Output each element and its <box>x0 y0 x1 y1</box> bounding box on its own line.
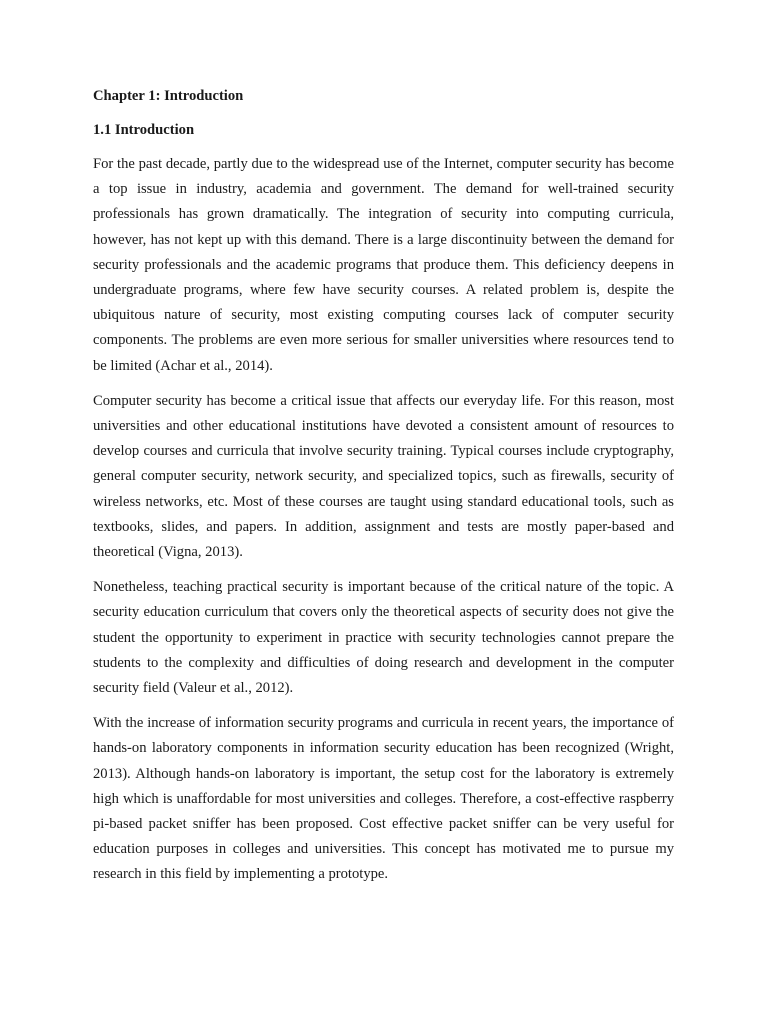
document-page <box>93 84 674 898</box>
chapter-title: Chapter 1: Introduction <box>93 88 244 104</box>
paragraph-2: Computer security has become a critical issue that affects our everyday life. For this reason, most universities and other educational institutions have devoted a consistent amount of resources to develop courses and curricula that involve security training. Typical courses include cryptography, general computer security, network security, and specialized topics, such as firewalls, security of wireless networks, etc. Most of these courses are taught using standard educational tools, such as textbooks, slides, and papers. In addition, assignment and tests are mostly paper-based and theoretical (Vigna, 2013). <box>93 392 674 561</box>
paragraph-3: Nonetheless, teaching practical security is important because of the critical nature of the topic. A security education curriculum that covers only the theoretical aspects of security does not give the student the opportunity to experiment in practice with security technologies cannot prepare the students to the complexity and difficulties of doing research and development in the computer security field (Valeur et al., 2012). <box>93 579 674 697</box>
paragraph-1: For the past decade, partly due to the widespread use of the Internet, computer security has become a top issue in industry, academia and government. The demand for well-trained security professionals has grown dramatically. The integration of security into computing curricula, however, has not kept up with this demand. There is a large discontinuity between the demand for security professionals and the academic programs that produce them. This deficiency deepens in undergraduate programs, where few have security courses. A related problem is, despite the ubiquitous nature of security, most existing computing courses lack of computer security components. The problems are even more serious for smaller universities where resources tend to be limited (Achar et al., 2014). <box>93 156 674 374</box>
section-title: 1.1 Introduction <box>93 122 195 138</box>
paragraph-4: With the increase of information security programs and curricula in recent years, the importance of hands-on laboratory components in information security education has been recognized (Wright, 2013). Although hands-on laboratory is important, the setup cost for the laboratory is extremely high which is unaffordable for most universities and colleges. Therefore, a cost-effective raspberry pi-based packet sniffer has been proposed. Cost effective packet sniffer can be very useful for education purposes in colleges and universities. This concept has motivated me to pursue my research in this field by implementing a prototype. <box>93 715 674 883</box>
